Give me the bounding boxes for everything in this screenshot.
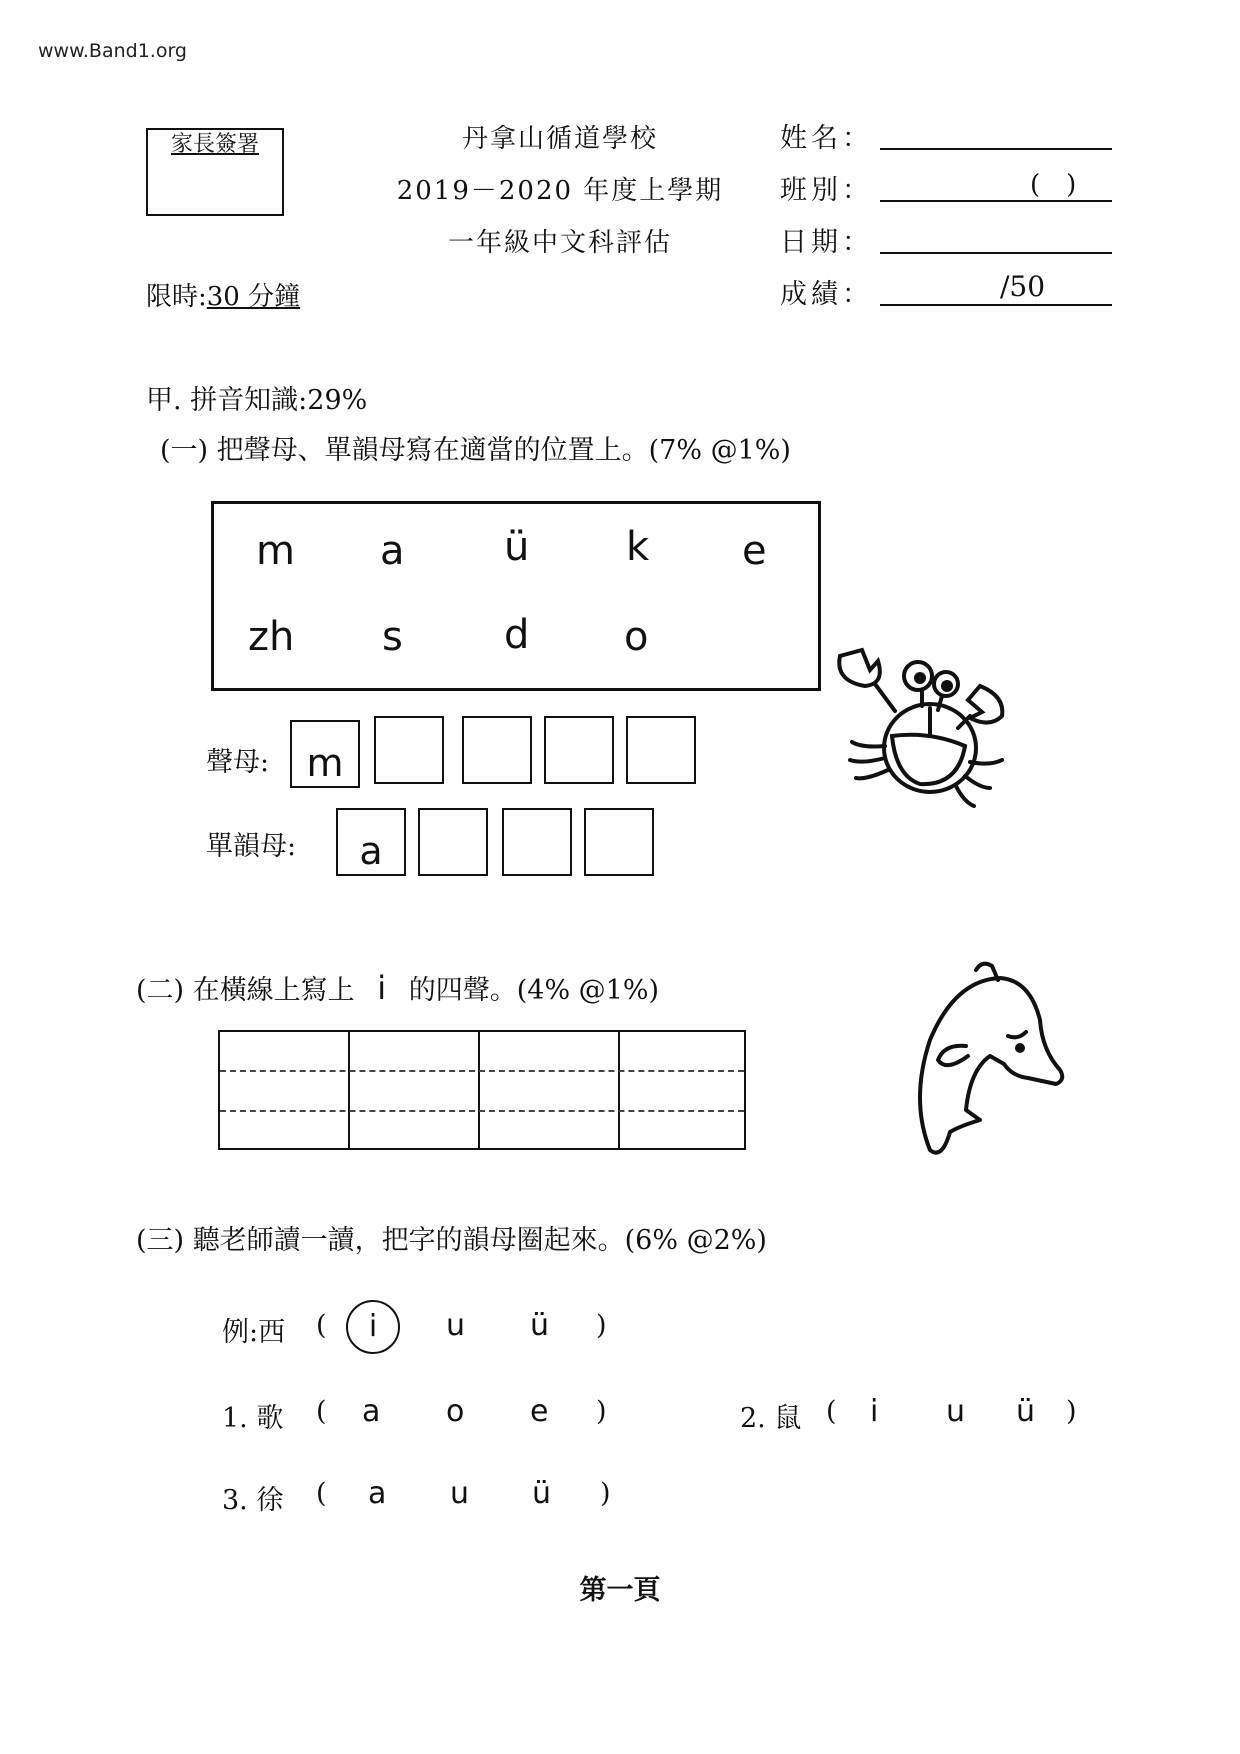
grid-guide-line xyxy=(220,1070,744,1072)
initials-answer-box[interactable] xyxy=(374,716,444,784)
example-option-circled: i xyxy=(346,1300,400,1354)
letter-item: d xyxy=(504,612,530,658)
paren-open: ( xyxy=(316,1310,327,1341)
crab-illustration xyxy=(830,636,1020,816)
letter-item: a xyxy=(380,528,405,574)
dolphin-illustration xyxy=(880,960,1070,1170)
score-label: 成績： xyxy=(780,279,873,310)
tone-writing-grid[interactable] xyxy=(218,1030,746,1150)
time-label: 限時: xyxy=(146,282,207,312)
grid-divider xyxy=(478,1032,480,1148)
letter-item: zh xyxy=(248,614,295,660)
item-2-option[interactable]: i xyxy=(870,1394,879,1429)
item-1-option[interactable]: a xyxy=(362,1394,381,1429)
q2-pinyin-letter: i xyxy=(377,969,387,1007)
item-1-option[interactable]: o xyxy=(446,1394,465,1429)
paren-close: ) xyxy=(600,1478,611,1509)
paren-close: ) xyxy=(1066,1396,1077,1427)
item-1-label: 1. 歌 xyxy=(222,1403,284,1434)
parent-signature-label: 家長簽署 xyxy=(170,132,259,157)
page-number: 第一頁 xyxy=(579,1575,661,1606)
q1-title: (一) 把聲母、單韻母寫在適當的位置上。(7% @1%) xyxy=(160,435,791,466)
grid-divider xyxy=(348,1032,350,1148)
finals-answer-box[interactable] xyxy=(418,808,488,876)
finals-answer-box[interactable] xyxy=(584,808,654,876)
score-total: /50 xyxy=(1000,270,1046,303)
initials-label: 聲母: xyxy=(206,747,270,778)
letter-item: e xyxy=(742,528,767,574)
grid-divider xyxy=(618,1032,620,1148)
item-3-option[interactable]: u xyxy=(450,1476,470,1511)
site-url: www.Band1.org xyxy=(38,40,187,62)
letter-item: o xyxy=(624,614,649,660)
school-term: 2019－2020 年度上學期 xyxy=(396,176,724,206)
letter-item: k xyxy=(626,524,650,570)
paren-open: ( xyxy=(826,1396,837,1427)
grid-guide-line xyxy=(220,1110,744,1112)
time-value: 30 分鐘 xyxy=(206,282,301,312)
date-label: 日期： xyxy=(780,227,873,258)
item-1-option[interactable]: e xyxy=(530,1394,549,1429)
letter-item: m xyxy=(256,528,295,574)
name-line[interactable] xyxy=(880,118,1112,150)
letter-item: ü xyxy=(504,524,530,570)
initials-answer-box[interactable] xyxy=(626,716,696,784)
class-line[interactable] xyxy=(880,170,1112,202)
example-option: ü xyxy=(530,1308,550,1343)
q2-title xyxy=(136,968,659,1007)
example-label: 例:西 xyxy=(222,1317,286,1348)
q3-title: (三) 聽老師讀一讀，把字的韻母圈起來。(6% @2%) xyxy=(136,1225,767,1256)
part-a-title: 甲. 拼音知識:29% xyxy=(146,385,368,416)
item-3-option[interactable]: a xyxy=(368,1476,387,1511)
paren-open: ( xyxy=(316,1396,327,1427)
item-3-option[interactable]: ü xyxy=(532,1476,552,1511)
initials-answer-box[interactable] xyxy=(462,716,532,784)
class-label: 班別： xyxy=(780,175,873,206)
exam-title: 一年級中文科評估 xyxy=(447,228,672,258)
item-2-label: 2. 鼠 xyxy=(740,1403,802,1434)
item-2-option[interactable]: ü xyxy=(1016,1394,1036,1429)
initials-answer-box[interactable]: m xyxy=(290,720,360,788)
score-line[interactable] xyxy=(880,274,1112,306)
paren-open: ( xyxy=(316,1478,327,1509)
letter-item: s xyxy=(382,614,403,660)
parent-signature-box xyxy=(146,128,284,216)
item-3-label: 3. 徐 xyxy=(222,1485,284,1516)
example-option: u xyxy=(446,1308,466,1343)
class-number-paren: ( ) xyxy=(1030,170,1077,200)
q2-title-pre: (二) 在橫線上寫上 xyxy=(136,975,355,1006)
item-2-option[interactable]: u xyxy=(946,1394,966,1429)
time-limit xyxy=(146,276,300,313)
date-line[interactable] xyxy=(880,222,1112,254)
finals-answer-box[interactable]: a xyxy=(336,808,406,876)
finals-answer-box[interactable] xyxy=(502,808,572,876)
q2-title-post: 的四聲。(4% @1%) xyxy=(408,975,660,1006)
paren-close: ) xyxy=(596,1310,607,1341)
initials-answer-box[interactable] xyxy=(544,716,614,784)
paren-close: ) xyxy=(596,1396,607,1427)
letter-bank xyxy=(211,501,821,691)
name-label: 姓名： xyxy=(780,123,873,154)
school-name: 丹拿山循道學校 xyxy=(461,124,658,154)
finals-label: 單韻母: xyxy=(206,831,297,862)
